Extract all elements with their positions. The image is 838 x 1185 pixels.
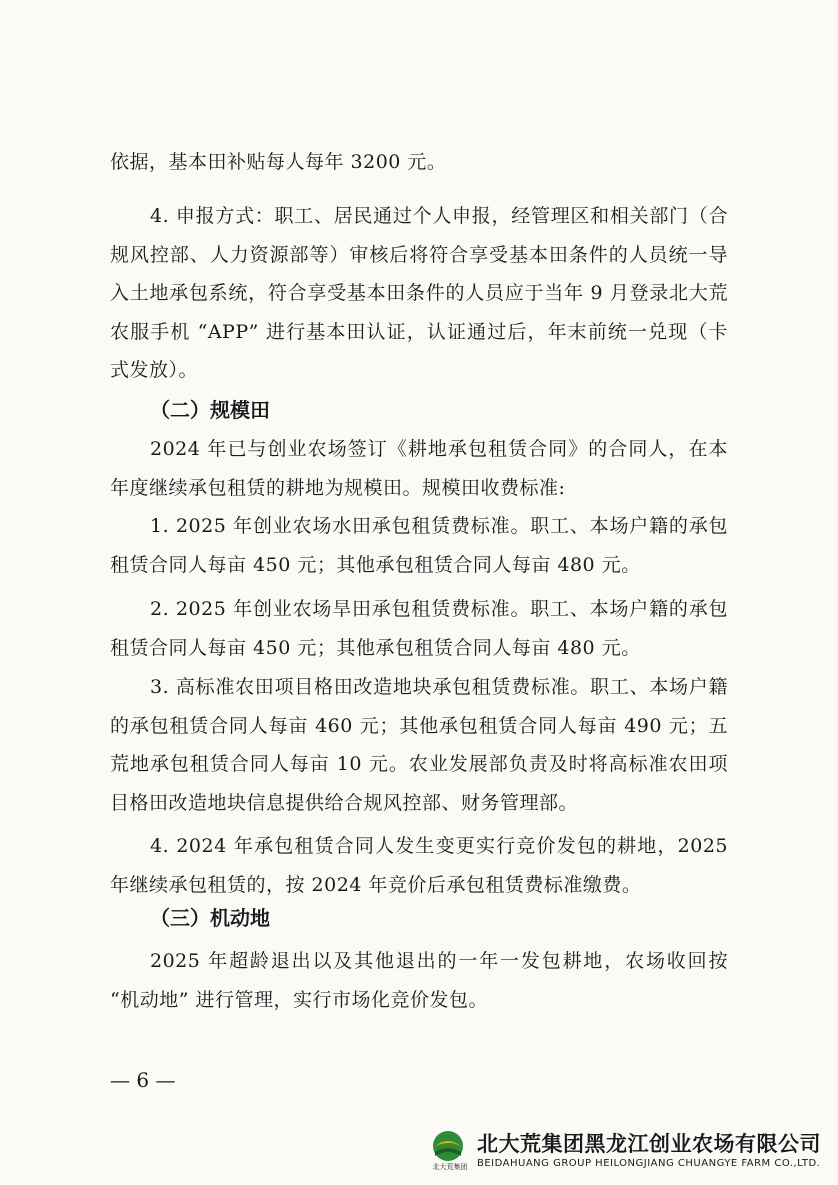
page-number: — 6 — [110, 1068, 176, 1092]
footer-company-brand [425, 1128, 830, 1178]
company-name-english: BEIDAHUANG GROUP HEILONGJIANG CHUANGYE FARM CO.,LTD. [477, 1158, 821, 1169]
paragraph-scale-fields-definition: 2024 年已与创业农场签订《耕地承包租赁合同》的合同人，在本年度继续承包租赁的耕地为规模田。规模田收费标准: [110, 438, 728, 499]
paragraph-high-standard-fee: 3. 高标准农田项目格田改造地块承包租赁费标准。职工、本场户籍的承包租赁合同人每亩 460 元；其他承包租赁合同人每亩 490 元；五荒地承包租赁合同人每亩 10 元。农业发展部负责及时将高标准农田项目格田改造地块信息提供给合规风控部、财务管理部。 [110, 676, 728, 814]
company-name-chinese: 北大荒集团黑龙江创业农场有限公司 [477, 1132, 821, 1156]
logo-label: 北大荒集团 [432, 1163, 468, 1171]
paragraph-application-method: 4. 申报方式：职工、居民通过个人申报，经管理区和相关部门（合规风控部、人力资源部等）审核后将符合享受基本田条件的人员统一导入土地承包系统，符合享受基本田条件的人员应于当年 9 月登录北大荒农服手机 “APP” 进行基本田认证，认证通过后，年末前统一兑现（卡式发放）。 [110, 205, 728, 381]
section-heading-reserve-land: （三）机动地 [150, 906, 270, 930]
section-heading-scale-fields: （二）规模田 [150, 398, 270, 422]
paragraph-dry-field-fee: 2. 2025 年创业农场旱田承包租赁费标准。职工、本场户籍的承包租赁合同人每亩 450 元；其他承包租赁合同人每亩 480 元。 [110, 598, 728, 659]
paragraph-subsidy-basis: 依据，基本田补贴每人每年 3200 元。 [110, 151, 447, 173]
paragraph-contract-change: 4. 2024 年承包租赁合同人发生变更实行竞价发包的耕地，2025 年继续承包租赁的，按 2024 年竞价后承包租赁费标准缴费。 [110, 835, 728, 896]
paragraph-reserve-land: 2025 年超龄退出以及其他退出的一年一发包耕地，农场收回按 “机动地” 进行管理，实行市场化竞价发包。 [110, 950, 728, 1011]
paragraph-paddy-fee: 1. 2025 年创业农场水田承包租赁费标准。职工、本场户籍的承包租赁合同人每亩 450 元；其他承包租赁合同人每亩 480 元。 [110, 515, 728, 576]
